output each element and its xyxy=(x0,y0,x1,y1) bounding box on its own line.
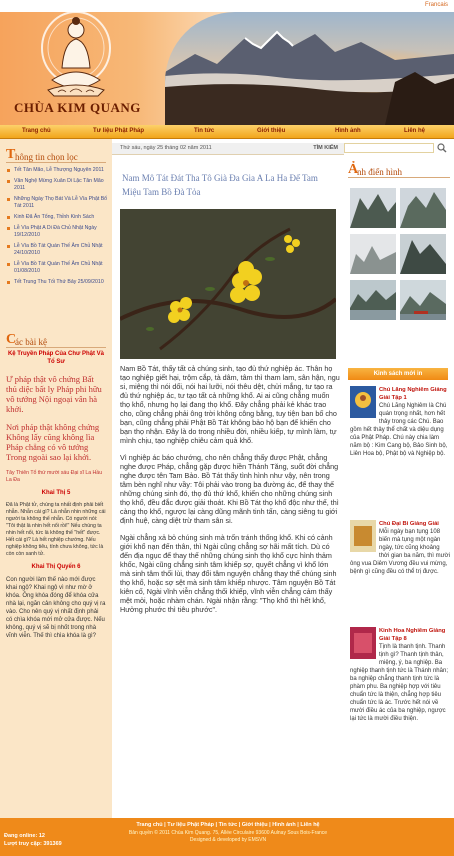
news-list-item[interactable]: Kinh Đã Ân Tổng, Thỉnh Kinh Sách xyxy=(6,214,108,221)
search-input[interactable] xyxy=(344,143,434,153)
online-count: Đang online: 12 xyxy=(4,833,45,839)
news-list-item[interactable]: Lễ Vía Phật A Di Đà Chủ Nhật Ngày 19/12/2010 xyxy=(6,225,108,239)
nav-item-contact[interactable]: Liên hệ xyxy=(404,128,426,134)
main-nav-bar xyxy=(0,125,454,139)
article-body xyxy=(120,364,340,622)
book-cover-image[interactable] xyxy=(350,520,376,552)
gallery-thumbnail[interactable] xyxy=(350,280,396,320)
nav-item-gallery[interactable]: Hình ảnh xyxy=(335,128,361,134)
site-header xyxy=(0,0,454,125)
book-title[interactable]: Kinh Hoa Nghiêm Giảng Giải Tập 8 xyxy=(379,628,446,642)
article-title: Nam Mô Tát Đát Tha Tô Già Đa Gia A La Ha Đế Tam Miệu Tam Bồ Đà Tỏa xyxy=(122,173,318,197)
article-paragraph-2: Vì nghiệp ác báo chướng, cho nên chẳng thấy được Phật, chẳng nghe được Pháp, chẳng gặp được hiền Thánh Tăng, suốt đời chẳng nghe được tên Tam Bảo. Bồ Tát thấy tình hình như vậy, nên trong tâm bèn nghĩ như vầy: Tôi phải vào trong ba đường ác, để thay thế những chúng sinh đó, thọ đủ thứ khổ, khiến cho những chúng sinh thọ khổ, đều đắc được giải thoát. Khi Bồ Tát thọ khổ độc như thế, thì càng thọ khổ, ngược lại càng dũng mãnh tinh tấn, càng siêng tu giới định huệ, càng diệt trừ tham sân si. xyxy=(120,453,339,525)
poem-translation: Nơi pháp thật không chứng Không lấy cũng không lìa Pháp chẳng có vô tướng Trong ngoài sao lại khởi. xyxy=(6,422,100,462)
poem-source: Tây Thiên Tổ thứ mười sáu Đại sĩ La Hầu La Đa xyxy=(6,470,103,483)
news-box-heading xyxy=(6,149,106,163)
news-list-item[interactable]: Tết Trung Thu Tối Thứ Bảy 25/09/2010 xyxy=(6,279,108,286)
search-label: TÌM KIẾM xyxy=(313,145,338,151)
news-heading-initial: T xyxy=(6,147,16,162)
buddha-logo-icon xyxy=(28,8,124,100)
book-item[interactable] xyxy=(350,386,450,458)
gallery-heading-text: nh điển hình xyxy=(357,167,402,177)
poems-title[interactable]: Kệ Truyền Pháp Của Chư Phật Và Tổ Sư xyxy=(7,351,105,365)
news-list-item[interactable]: Lễ Vía Bồ Tát Quán Thế Âm Chủ Nhật 24/10/2010 xyxy=(6,243,108,257)
poem-original: Ư pháp thật vô chứng Bất thủ diệc bất ly Pháp phi hữu vô tướng Nội ngoại vân hà khởi. xyxy=(6,374,102,414)
news-list xyxy=(6,167,108,290)
main-content xyxy=(112,139,344,818)
book-cover-image[interactable] xyxy=(350,627,376,659)
right-sidebar xyxy=(344,160,454,818)
book-item[interactable] xyxy=(350,627,450,723)
news-heading-text: hông tin chọn lọc xyxy=(15,152,78,162)
nav-item-dharma-docs[interactable]: Tư liệu Phật Pháp xyxy=(93,128,145,134)
footer-links[interactable]: Trang chủ | Tư liệu Phật Pháp | Tin tức | Giới thiệu | Hình ảnh | Liên hệ xyxy=(136,822,320,828)
date-bar xyxy=(112,143,344,155)
gallery-thumbnail[interactable] xyxy=(400,234,446,274)
current-date: Thứ sáu, ngày 25 tháng 02 năm 2011 xyxy=(120,145,212,151)
book-description: Mỗi ngày bạn tụng 108 biến mà tụng một ngàn ngày, tức cũng khoảng thời gian ba năm, thì mười ông vua Diêm Vương đều vui mừng, bệnh gì cũng đều có thể trị được. xyxy=(350,529,450,575)
nav-item-home[interactable]: Trang chủ xyxy=(22,128,51,134)
news-list-item[interactable]: Những Ngày Thọ Bát Và Lễ Vía Phật Bổ Tát 2011 xyxy=(6,196,108,210)
site-footer xyxy=(0,818,454,856)
footer-copyright: Bản quyền © 2011 Chùa Kim Quang. 75, Allée Circulaire 93600 Aulnay Sous Bois-France xyxy=(128,830,328,836)
gallery-thumbnail[interactable] xyxy=(350,188,396,228)
article-paragraph-1: Nam Bồ Tát, thấy tất cả chúng sinh, tạo đủ thứ nghiệp ác. Thân họ tạo nghiệp giết hại, trộm cắp, tà dâm, tâm thì tham lam, sân hận, ngu si, miệng thì nói dối, nói hai lưỡi, nói thêu dệt, chửi mắng, tư tạo ra đủ thứ nghiệp ác, tư tạo tất cả những khổ. Ai ai cũng chẳng muốn thọ khổ, nhưng họ lại đang thọ khổ. Đây chẳng phải kẻ khác trao cho, cũng chẳng phải ông trời không công bằng, tuy tiện ban bố cho bạn, cũng chẳng phải Phật Bồ Tát không bảo hộ bạn để khiến cho bạn thọ nhận. Đây là do trong nhiều đời, nhiều kiếp, tự mình làm, tự mình chịu, tạo nghiệp chiêu cảm quả khổ. xyxy=(120,364,340,445)
visit-count: Lượt truy cập: 391369 xyxy=(4,841,62,847)
new-books-heading: Kinh sách mới in xyxy=(348,368,448,380)
article-paragraph-3: Ngài chẳng xả bỏ chúng sinh mà trốn tránh thống khổ. Khi có cảnh giới khổ nạn đến thân, thì Ngài cũng chẳng sợ hãi mất tích. Dù có đến địa ngục để thay thế những chúng sinh thọ khổ cực hình thảm khốc, Ngài cũng chẳng sinh tâm khiếp sợ, quyết chẳng vì khổ lớn mà sinh tâm thối lùi, thay đổi tâm nguyện chẳng thay thế chúng sinh thọ khổ, hoặc sợ sệt mà sinh tâm khiếp nhược. Tâm nguyện Bồ Tát kiên cố, Ngài vĩnh viễn chẳng thối khiếp, vĩnh viễn chẳng cảm thấy mệt mỏi, hoặc nhàm chán. Ngài nhận rằng: "Thọ khổ thì hết khổ, Hưởng phước thì tiêu phước". xyxy=(120,533,337,614)
book-title[interactable]: Chú Lăng Nghiêm Giảng Giải Tập 1 xyxy=(379,387,447,401)
book-cover-image[interactable] xyxy=(350,386,376,418)
nav-item-about[interactable]: Giới thiệu xyxy=(257,128,286,134)
footer-developer: Designed & developed by EMSVN xyxy=(189,837,267,843)
poems-box-heading xyxy=(6,334,106,348)
book-title[interactable]: Chú Đại Bi Giảng Giải xyxy=(379,521,439,527)
khai-thi-5-title: Khai Thị 5 xyxy=(41,490,71,496)
poems-heading-initial: C xyxy=(6,332,17,347)
news-list-item[interactable]: Lễ Vía Bồ Tát Quán Thế Âm Chủ Nhật 01/08/2010 xyxy=(6,261,108,275)
khai-thi-6-title: Khai Thị Quyển 6 xyxy=(31,564,81,570)
nav-item-news[interactable]: Tin tức xyxy=(194,128,215,134)
poems-section xyxy=(6,350,106,640)
book-description: Tịnh là thanh tịnh. Thanh tịnh gì? Thanh tịnh thân, miệng, ý, ba nghiệp. Ba nghiệp thanh tịnh tức là Thánh nhân; ba nghiệp chẳng thanh tịnh tức là phàm phu. Ba nghiệp hợp với tiêu chuẩn tức là thiện, chẳng hợp tiêu chuẩn tức là ác. Trước hết nói về mười điều ác của ba nghiệp, ngược lại tức là mười điều thiện. xyxy=(350,644,448,722)
gallery-heading xyxy=(348,164,450,178)
gallery-thumbnail[interactable] xyxy=(400,188,446,228)
khai-thi-5-text: Đã là Phật tử, chúng ta nhất định phải biết nhẫn. Nhẫn cái gì? Là nhẫn nhin những cái người ta không thể nhẫn. Có người nói: "Tôi thật là nhin hết nổi rồi!" Nếu chúng ta nhin hết nổi, tức là không thể "hết" được. Hết cái gì? Là hết nghiệp chướng. Nếu nghiệp không tiêu, tính chưa không, tức là còn còn sanh tử. xyxy=(6,502,106,557)
search-icon[interactable] xyxy=(437,143,447,153)
book-description: Chú Lăng Nghiêm là Chú quán trọng nhất, hơn hết thảy trong các Chú. Bao gồm hết thảy thể chất và diệu dụng của Phật Pháp. Chú này chia làm năm bộ : Kim Cang bộ, Bảo Sinh bộ, Liên Hoa bộ, Phật bộ và Nghiệp bộ. xyxy=(350,403,448,457)
header-mountain-photo xyxy=(165,12,454,125)
poems-heading-text: ác bài kệ xyxy=(15,337,47,347)
news-list-item[interactable]: Văn Nghệ Mừng Xuân Di Lặc Tân Mão 2011 xyxy=(6,178,108,192)
book-item[interactable] xyxy=(350,520,450,576)
gallery-thumbnail[interactable] xyxy=(400,280,446,320)
gallery-heading-initial: Ả xyxy=(348,162,359,177)
site-brand-title: CHÙA KIM QUANG xyxy=(14,100,141,115)
article-flower-image xyxy=(120,209,336,359)
gallery-thumbnail[interactable] xyxy=(350,234,396,274)
language-link-francais[interactable]: Francais xyxy=(424,2,448,8)
khai-thi-6-text: Con người làm thế nào mới được khai ngộ? Khai ngộ vì như mờ ở khóa. Ông khóa đóng để khóa cửa nhà lại, ngăn cản không cho quý vị ra vào. Cho nên quý vị nhất định phải có chìa khóa mới mở cửa được. Nếu không, quý vị sẽ bị nhốt trong nhà vĩnh viễn. Thế thì chìa khóa là gì? xyxy=(6,577,106,639)
news-list-item[interactable]: Tết Tân Mão, Lễ Thượng Nguyên 2011 xyxy=(6,167,108,174)
